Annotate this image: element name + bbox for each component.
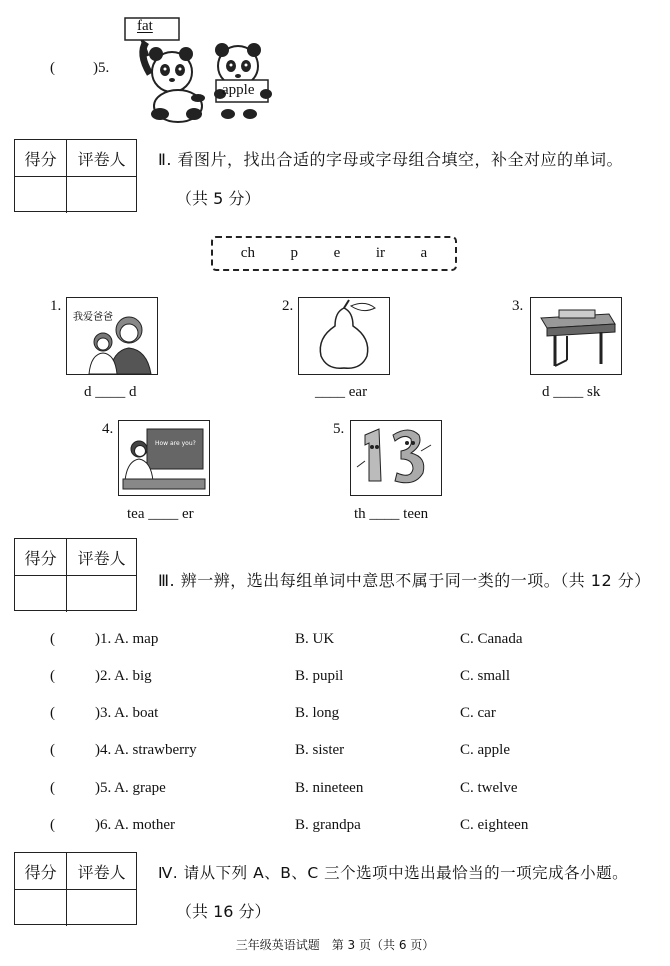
option-c: C. eighteen	[460, 817, 529, 833]
grader-header: 评卷人	[77, 862, 126, 882]
option-a: )1. A. map	[95, 631, 159, 647]
score-header: 得分	[15, 853, 67, 889]
picture-item-number: 4.	[102, 421, 114, 437]
fill-blank[interactable]: d ____ sk	[542, 384, 601, 400]
father-and-son-picture	[66, 297, 158, 375]
picture-text: 我爱爸爸	[73, 312, 113, 323]
fat-sign-label: fat	[137, 18, 153, 34]
answer-paren[interactable]: (	[50, 742, 55, 758]
option-b: B. sister	[295, 742, 345, 758]
open-paren: (	[50, 60, 55, 76]
score-table-4	[14, 852, 137, 925]
score-cell[interactable]	[15, 890, 67, 926]
option-b: B. long	[295, 705, 340, 721]
desk-picture	[530, 297, 622, 375]
grader-header: 评卷人	[77, 548, 126, 568]
answer-paren[interactable]: (	[50, 705, 55, 721]
page-footer: 三年级英语试题 第 3 页（共 6 页）	[235, 938, 435, 952]
answer-paren[interactable]: (	[50, 780, 55, 796]
section-2-heading: Ⅱ. 看图片，找出合适的字母或字母组合填空，补全对应的单词。	[158, 150, 624, 169]
picture-text: How are you?	[155, 440, 196, 447]
pear-picture	[298, 297, 390, 375]
grader-header: 评卷人	[77, 149, 126, 169]
question-number: )5.	[93, 60, 110, 76]
score-cell[interactable]	[15, 576, 67, 612]
option-b: B. grandpa	[295, 817, 361, 833]
number-13-picture	[350, 420, 442, 496]
top-question-paren	[50, 60, 55, 77]
fill-blank[interactable]: d ____ d	[84, 384, 137, 400]
picture-item-number: 5.	[333, 421, 345, 437]
letter-choice: ch	[240, 245, 255, 261]
letter-choice: ir	[375, 245, 385, 261]
letter-choices-box	[211, 236, 457, 271]
picture-item-number: 3.	[512, 298, 524, 314]
grader-cell[interactable]	[67, 177, 136, 213]
option-b: B. UK	[295, 631, 335, 647]
option-c: C. car	[460, 705, 496, 721]
score-header: 得分	[15, 539, 67, 575]
option-b: B. nineteen	[295, 780, 364, 796]
grader-cell[interactable]	[67, 576, 136, 612]
grader-cell[interactable]	[67, 890, 136, 926]
picture-item-number: 2.	[282, 298, 294, 314]
picture-item-number: 1.	[50, 298, 62, 314]
score-table-3	[14, 538, 137, 611]
section-4-heading: Ⅳ. 请从下列 A、B、C 三个选项中选出最恰当的一项完成各小题。	[158, 864, 629, 882]
answer-paren[interactable]: (	[50, 817, 55, 833]
section-2-points: （共 5 分）	[176, 189, 261, 208]
letter-choice: p	[290, 245, 299, 261]
option-a: )2. A. big	[95, 668, 152, 684]
option-b: B. pupil	[295, 668, 344, 684]
teacher-picture	[118, 420, 210, 496]
letter-choice: e	[333, 245, 341, 261]
option-c: C. small	[460, 668, 511, 684]
fill-blank[interactable]: tea ____ er	[127, 506, 194, 522]
answer-paren[interactable]: (	[50, 631, 55, 647]
option-c: C. apple	[460, 742, 510, 758]
option-a: )5. A. grape	[95, 780, 166, 796]
option-a: )6. A. mother	[95, 817, 175, 833]
score-table-2	[14, 139, 137, 212]
option-a: )4. A. strawberry	[95, 742, 197, 758]
top-question-number	[93, 60, 109, 77]
option-a: )3. A. boat	[95, 705, 159, 721]
apple-sign-label: apple	[222, 82, 255, 98]
answer-paren[interactable]: (	[50, 668, 55, 684]
score-header: 得分	[15, 140, 67, 176]
option-c: C. twelve	[460, 780, 518, 796]
letter-choice: a	[420, 245, 428, 261]
option-c: C. Canada	[460, 631, 523, 647]
section-3-heading: Ⅲ. 辨一辨，选出每组单词中意思不属于同一类的一项。（共 12 分）	[158, 571, 651, 590]
fill-blank[interactable]: ____ ear	[315, 384, 368, 400]
score-cell[interactable]	[15, 177, 67, 213]
section-4-points: （共 16 分）	[176, 902, 271, 921]
fill-blank[interactable]: th ____ teen	[354, 506, 429, 522]
